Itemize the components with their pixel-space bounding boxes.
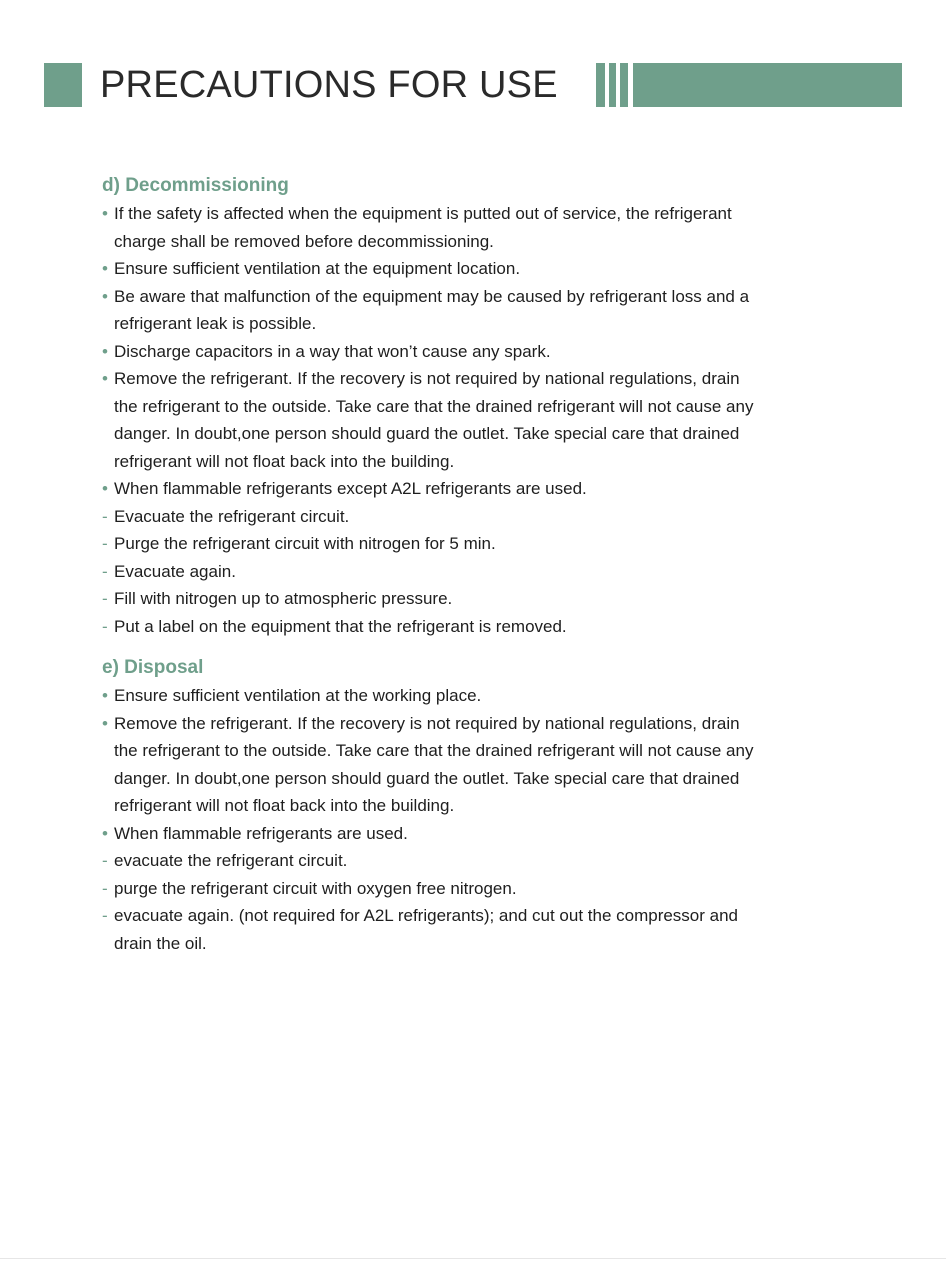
bullet-list-item [102, 200, 762, 255]
dash-marker: - [102, 506, 108, 526]
dash-marker: - [102, 878, 108, 898]
bullet-list-item [102, 283, 762, 338]
dash-list-item [102, 613, 762, 641]
bullet-marker: • [102, 686, 108, 705]
dash-marker: - [102, 561, 108, 581]
list-item-text: Discharge capacitors in a way that won’t cause any spark. [114, 341, 551, 361]
section-title: e) Disposal [102, 657, 204, 678]
section-disposal [102, 654, 762, 957]
bullet-marker: • [102, 823, 108, 843]
list-item-text: Fill with nitrogen up to atmospheric pressure. [114, 589, 453, 608]
dash-marker: - [102, 589, 108, 608]
bullet-marker: • [102, 479, 108, 498]
dash-list-item [102, 902, 762, 957]
header-square-marker [44, 63, 82, 107]
bullet-marker: • [102, 713, 108, 733]
list-item-text: If the safety is affected when the equipment is putted out of service, the refrigerant charge shall be removed before decommissioning. [114, 204, 732, 251]
list-item-text: Ensure sufficient ventilation at the working place. [114, 686, 482, 705]
bullet-list-item [102, 338, 762, 366]
dash-list-item [102, 847, 762, 875]
section-list [102, 200, 762, 640]
bullet-list-item [102, 710, 762, 820]
list-item-text: evacuate again. (not required for A2L refrigerants); and cut out the compressor and drain the oil. [114, 906, 739, 953]
dash-list-item [102, 585, 762, 613]
bullet-marker: • [102, 369, 108, 388]
list-item-text: Remove the refrigerant. If the recovery is not required by national regulations, drain the refrigerant to the outside. Take care that the drained refrigerant will not cause any danger. In doubt,one person should guard the outlet. Take special care that drained refrigerant will not float back into the building. [114, 713, 754, 815]
header-decorative-bars [596, 63, 902, 107]
bullet-list-item [102, 365, 762, 475]
page-title: PRECAUTIONS FOR USE [100, 64, 558, 106]
list-item-text: purge the refrigerant circuit with oxygen free nitrogen. [114, 878, 517, 898]
dash-list-item [102, 530, 762, 558]
bullet-list-item [102, 682, 762, 710]
page-header [0, 0, 946, 120]
list-item-text: Ensure sufficient ventilation at the equipment location. [114, 259, 521, 278]
list-item-text: Be aware that malfunction of the equipment may be caused by refrigerant loss and a refrigerant leak is possible. [114, 286, 750, 333]
dash-list-item [102, 503, 762, 531]
bullet-marker: • [102, 259, 108, 278]
bullet-marker: • [102, 341, 108, 361]
dash-list-item [102, 558, 762, 586]
bullet-marker: • [102, 204, 108, 223]
dash-marker: - [102, 851, 108, 870]
bullet-list-item [102, 255, 762, 283]
bullet-list-item [102, 820, 762, 848]
dash-list-item [102, 875, 762, 903]
dash-marker: - [102, 534, 108, 553]
section-list [102, 682, 762, 957]
list-item-text: evacuate the refrigerant circuit. [114, 851, 348, 870]
list-item-text: Evacuate the refrigerant circuit. [114, 506, 350, 526]
bullet-marker: • [102, 286, 108, 306]
list-item-text: When flammable refrigerants except A2L refrigerants are used. [114, 479, 587, 498]
section-decommissioning [102, 172, 762, 640]
list-item-text: Remove the refrigerant. If the recovery is not required by national regulations, drain the refrigerant to the outside. Take care that the drained refrigerant will not cause any danger. In doubt,one person should guard the outlet. Take special care that drained refrigerant will not float back into the building. [114, 369, 754, 471]
page-bottom-rule [0, 1258, 946, 1259]
list-item-text: Put a label on the equipment that the refrigerant is removed. [114, 616, 567, 636]
list-item-text: When flammable refrigerants are used. [114, 823, 408, 843]
dash-marker: - [102, 616, 108, 636]
list-item-text: Evacuate again. [114, 561, 236, 581]
list-item-text: Purge the refrigerant circuit with nitrogen for 5 min. [114, 534, 496, 553]
section-title: d) Decommissioning [102, 175, 289, 196]
bullet-list-item [102, 475, 762, 503]
dash-marker: - [102, 906, 108, 925]
document-body [102, 172, 762, 957]
